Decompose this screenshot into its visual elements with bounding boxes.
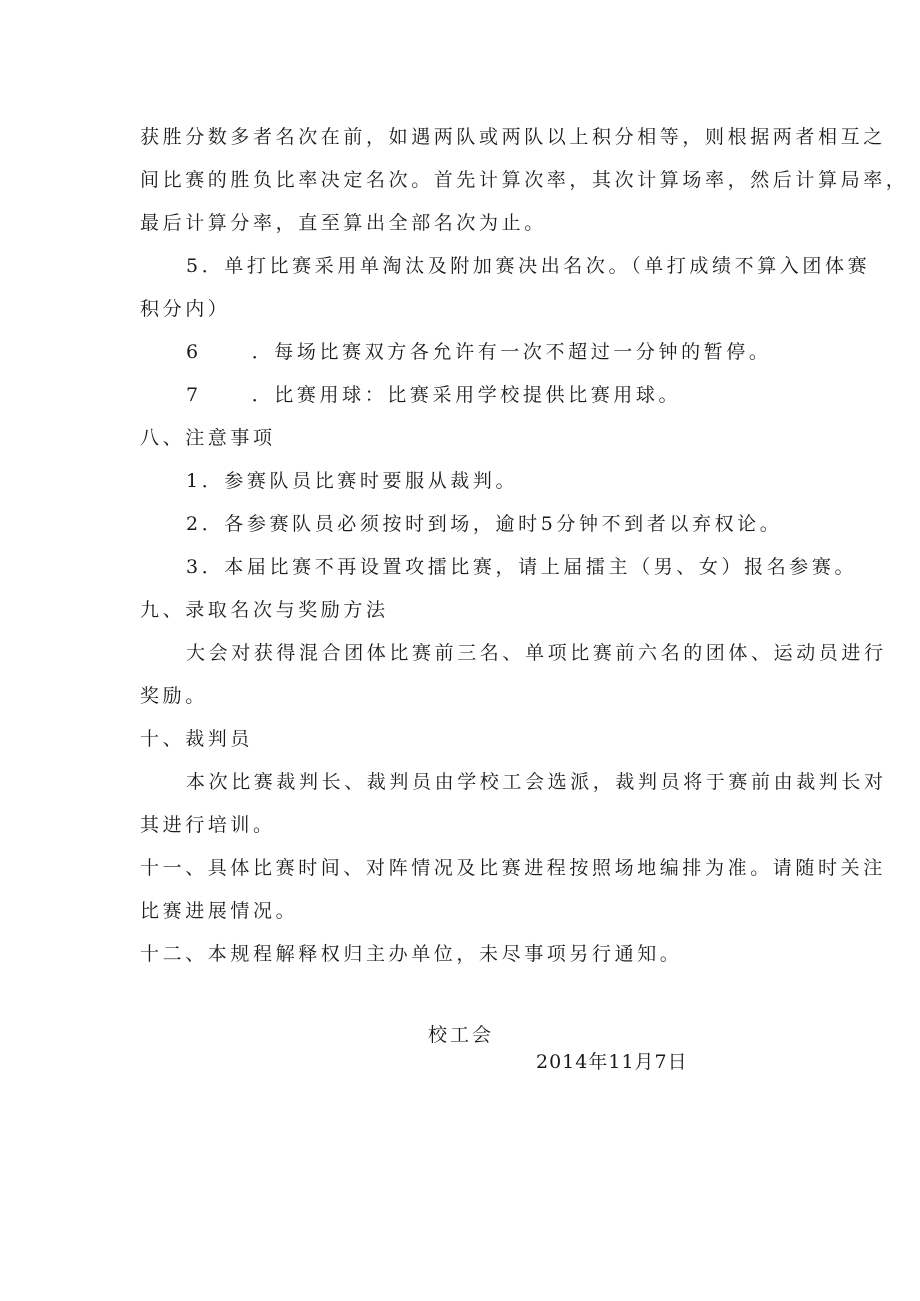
- rule-item-7: [140, 374, 850, 417]
- item-text: ．每场比赛双方各允许有一次不超过一分钟的暂停。: [251, 341, 772, 363]
- notice-item: 1．参赛队员比赛时要服从裁判。: [186, 470, 519, 492]
- item-number: 7: [186, 384, 202, 406]
- section-heading: 九、录取名次与奖励方法: [140, 599, 389, 621]
- rule-item-6: [140, 331, 850, 374]
- item-text: ．比赛用球：比赛采用学校提供比赛用球。: [251, 384, 682, 406]
- paragraph-line: 奖励。: [140, 685, 208, 707]
- paragraph-line: 比赛进展情况。: [140, 900, 299, 922]
- section-heading: 十二、本规程解释权归主办单位，未尽事项另行通知。: [140, 943, 683, 965]
- document-body: [140, 116, 909, 976]
- section-heading: 十、裁判员: [140, 728, 254, 750]
- section-heading: 八、注意事项: [140, 427, 276, 449]
- signature-organization: 校工会: [428, 1024, 495, 1046]
- rule-item-5: 5．单打比赛采用单淘汰及附加赛决出名次。（单打成绩不算入团体赛: [186, 255, 871, 277]
- paragraph-line: 大会对获得混合团体比赛前三名、单项比赛前六名的团体、运动员进行: [186, 642, 887, 664]
- paragraph-line: 最后计算分率，直至算出全部名次为止。: [140, 212, 547, 234]
- item-number: 6: [186, 341, 202, 363]
- section-heading: 十一、具体比赛时间、对阵情况及比赛进程按照场地编排为准。请随时关注: [140, 857, 886, 879]
- paragraph-line: 间比赛的胜负比率决定名次。首先计算次率，其次计算场率，然后计算局率，: [140, 169, 909, 191]
- notice-item: 3．本届比赛不再设置攻擂比赛，请上届擂主（男、女）报名参赛。: [186, 556, 858, 578]
- paragraph-line: 积分内）: [140, 298, 231, 320]
- paragraph-line: 获胜分数多者名次在前，如遇两队或两队以上积分相等，则根据两者相互之: [140, 126, 886, 148]
- notice-item: 2．各参赛队员必须按时到场，逾时5分钟不到者以弃权论。: [186, 513, 783, 535]
- paragraph-line: 其进行培训。: [140, 814, 276, 836]
- signature-date: 2014年11月7日: [536, 1051, 688, 1073]
- paragraph-line: 本次比赛裁判长、裁判员由学校工会选派，裁判员将于赛前由裁判长对: [186, 771, 887, 793]
